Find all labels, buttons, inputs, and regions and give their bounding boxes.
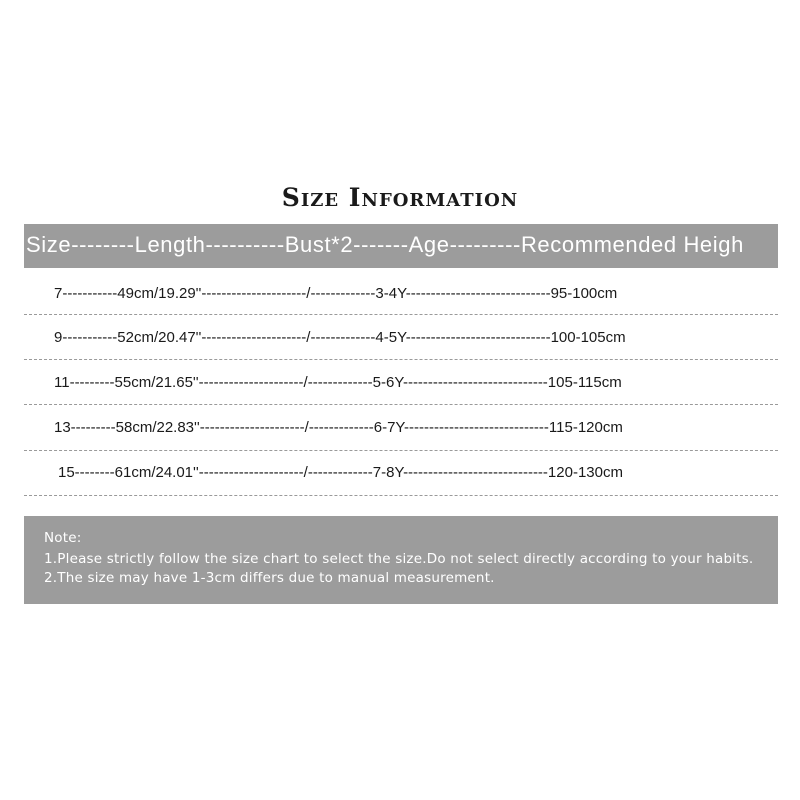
size-row (0, 419, 800, 463)
row-divider (24, 450, 778, 451)
size-information-title: Size Information (281, 183, 519, 212)
note-line-2: 2.The size may have 1-3cm differs due to manual measurement. (44, 570, 495, 586)
size-row-text: 9-----------52cm/20.47''---------------------/-------------4-5Y-----------------------------100-105cm (54, 329, 626, 346)
note-box (24, 516, 778, 604)
size-row-text: 7-----------49cm/19.29''---------------------/-------------3-4Y-----------------------------95-100cm (54, 285, 618, 302)
size-table-header (24, 224, 778, 268)
row-divider (24, 404, 778, 405)
row-divider (24, 495, 778, 496)
row-divider (24, 359, 778, 360)
size-row (0, 374, 800, 418)
size-row (0, 464, 800, 508)
size-row (0, 285, 800, 329)
size-row-text: 15--------61cm/24.01''---------------------/-------------7-8Y-----------------------------120-130cm (58, 464, 623, 481)
size-row-text: 11---------55cm/21.65''---------------------/-------------5-6Y-----------------------------105-115cm (54, 374, 622, 391)
note-line-1: 1.Please strictly follow the size chart to select the size.Do not select directly according to your habits. (44, 551, 754, 567)
size-row (0, 329, 800, 373)
size-row-text: 13---------58cm/22.83''---------------------/-------------6-7Y-----------------------------115-120cm (54, 419, 623, 436)
note-heading: Note: (44, 530, 82, 546)
size-table-header-text: Size--------Length----------Bust*2-------Age---------Recommended Heigh (26, 232, 744, 257)
row-divider (24, 314, 778, 315)
